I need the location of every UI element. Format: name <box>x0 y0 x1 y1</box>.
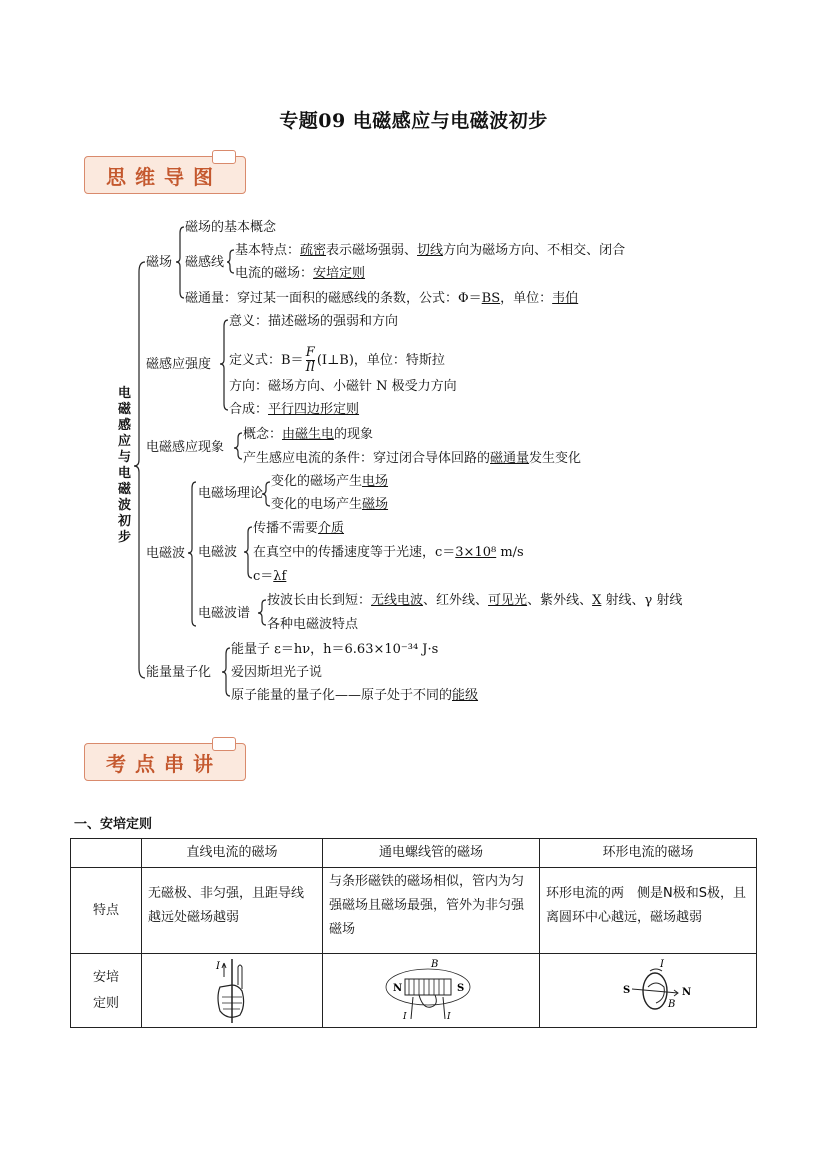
node-induction-condition: 产生感应电流的条件：穿过闭合导体回路的磁通量发生变化 <box>243 451 582 466</box>
ring-N-label: N <box>682 987 692 998</box>
node-em-wave-inner: 电磁波 <box>198 545 238 560</box>
node-line-feature: 基本特点：疏密表示磁场强弱、切线方向为磁场方向、不相交、闭合 <box>235 243 626 258</box>
ring-B-label: B <box>668 999 676 1010</box>
sol-I1-label: I <box>403 1012 407 1022</box>
sol-N-label: N <box>393 983 403 994</box>
table-cell: 与条形磁铁的磁场相似，管内为匀强磁场且磁场最强，管外为非匀强磁场 <box>323 868 540 954</box>
node-cichang: 磁场 <box>146 255 173 270</box>
node-b-field: 磁感应强度 <box>146 357 212 372</box>
page-title: 专题09 电磁感应与电磁波初步 <box>279 110 548 132</box>
key-points-banner <box>84 737 254 783</box>
node-induction: 电磁感应现象 <box>146 440 225 455</box>
straight-I-label: I <box>216 961 220 972</box>
node-b-direction: 方向：磁场方向、小磁针 N 极受力方向 <box>229 379 457 394</box>
section-heading: 一、安培定则 <box>74 817 153 832</box>
row-label: 安培定则 <box>71 954 142 1028</box>
table-cell <box>142 954 323 1028</box>
ring-current-figure <box>610 957 700 1025</box>
node-flux: 磁通量：穿过某一面积的磁感线的条数，公式：Φ＝BS，单位：韦伯 <box>185 291 579 306</box>
table-cell: 环形电流的两 侧是N极和S极，且离圆环中心越远，磁场越弱 <box>540 868 757 954</box>
node-spectrum-2: 各种电磁波特点 <box>267 617 359 632</box>
node-quant-3: 原子能量的量子化——原子处于不同的能级 <box>231 688 479 703</box>
sol-B-label: B <box>431 959 439 970</box>
solenoid-figure <box>373 957 483 1025</box>
ring-S-label: S <box>623 985 631 996</box>
table-header: 环形电流的磁场 <box>540 839 757 868</box>
row-label: 特点 <box>71 868 142 954</box>
table-cell: 无磁极、非匀强，且距导线越远处磁场越弱 <box>142 868 323 954</box>
node-cichang-basic: 磁场的基本概念 <box>185 220 277 235</box>
node-em-spectrum: 电磁波谱 <box>198 606 251 621</box>
node-b-meaning: 意义：描述磁场的强弱和方向 <box>229 314 399 329</box>
table-row <box>71 868 757 954</box>
sol-S-label: S <box>457 983 465 994</box>
node-quantization: 能量量子化 <box>146 665 212 680</box>
mind-map-banner-label: 思维导图 <box>106 165 222 189</box>
node-em-wave: 电磁波 <box>146 546 186 561</box>
node-em-theory: 电磁场理论 <box>198 486 264 501</box>
node-spectrum-1: 按波长由长到短：无线电波、红外线、可见光、紫外线、X 射线、γ 射线 <box>267 593 683 608</box>
key-points-banner-label: 考点串讲 <box>106 752 222 776</box>
node-theory-2: 变化的电场产生磁场 <box>271 497 389 512</box>
ring-I-label: I <box>660 959 664 970</box>
node-theory-1: 变化的磁场产生电场 <box>271 474 389 489</box>
node-line-current: 电流的磁场：安培定则 <box>235 266 366 281</box>
node-b-definition: 定义式：B＝ $\frac{F}{Il}$ (I⊥B)，单位：特斯拉 <box>229 345 445 375</box>
node-quant-2: 爱因斯坦光子说 <box>231 665 323 680</box>
table-header-row <box>71 839 757 868</box>
table-cell <box>540 954 757 1028</box>
table-header: 通电螺线管的磁场 <box>323 839 540 868</box>
ampere-rule-table <box>70 838 757 1028</box>
node-cigan-xian: 磁感线 <box>185 255 225 270</box>
node-wave-3: c＝λf <box>253 569 287 584</box>
table-cell <box>323 954 540 1028</box>
node-b-composition: 合成：平行四边形定则 <box>229 402 360 417</box>
node-induction-concept: 概念：由磁生电的现象 <box>243 427 374 442</box>
table-header <box>71 839 142 868</box>
mind-map-root: 电磁感应与电磁波初步 <box>118 386 132 545</box>
node-wave-1: 传播不需要介质 <box>253 521 345 536</box>
table-header: 直线电流的磁场 <box>142 839 323 868</box>
straight-wire-hand-figure <box>202 957 262 1025</box>
node-quant-1: 能量子 ε＝hν，h＝6.63×10⁻³⁴ J·s <box>231 642 439 657</box>
table-row <box>71 954 757 1028</box>
node-wave-2: 在真空中的传播速度等于光速，c＝3×10⁸ m/s <box>253 545 524 560</box>
sol-I2-label: I <box>447 1012 451 1022</box>
